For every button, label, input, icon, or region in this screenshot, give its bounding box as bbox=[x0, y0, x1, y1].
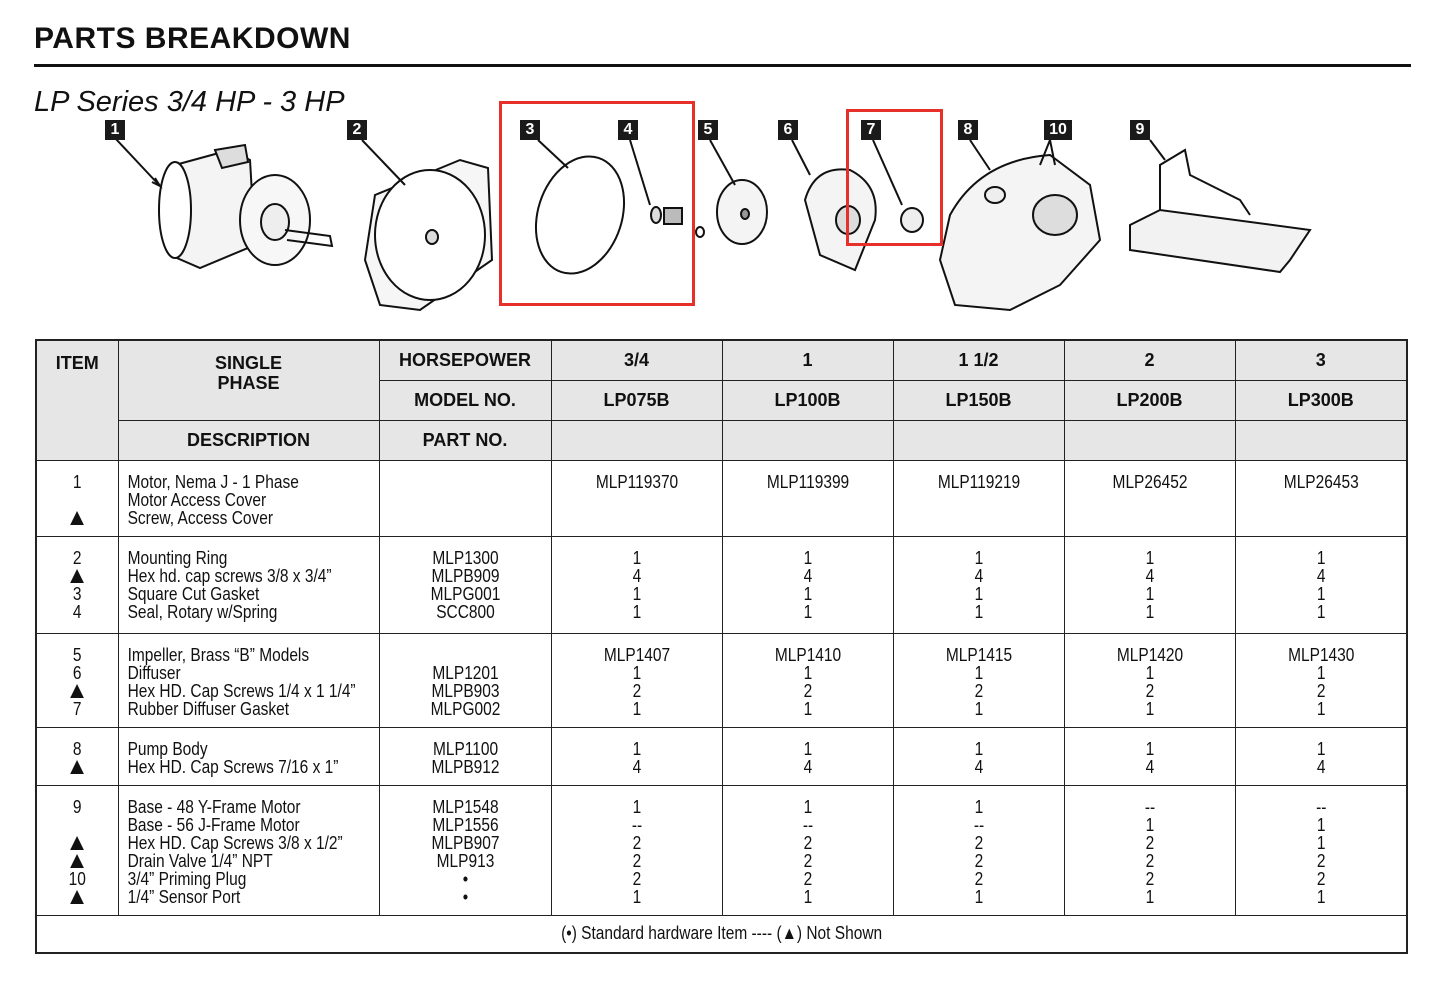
part-number bbox=[379, 785, 551, 915]
header-empty-3 bbox=[893, 420, 1064, 460]
part-number-line: SCC800 bbox=[435, 601, 495, 622]
model-2-value-line: 2 bbox=[803, 832, 812, 853]
table-row bbox=[36, 536, 1407, 633]
part-number-line: MLP1100 bbox=[432, 738, 498, 759]
model-4-value-line: 2 bbox=[1145, 850, 1154, 871]
part-description bbox=[118, 633, 379, 727]
item-number-line: 7 bbox=[72, 698, 82, 719]
model-3-value-line: 1 bbox=[974, 738, 983, 759]
model-4-value-line: 1 bbox=[1145, 583, 1154, 604]
part-description-line: 1/4” Sensor Port bbox=[127, 886, 240, 907]
model-2-value bbox=[722, 785, 893, 915]
model-3-value bbox=[893, 727, 1064, 785]
part-description-line: Screw, Access Cover bbox=[127, 507, 273, 528]
model-2-value-line: MLP1410 bbox=[774, 644, 841, 665]
model-5-value-line: 4 bbox=[1316, 565, 1326, 586]
model-2-value-line: 4 bbox=[803, 565, 812, 586]
callout-label-9: 9 bbox=[1130, 120, 1150, 140]
model-5-value-line: 1 bbox=[1316, 832, 1326, 853]
header-hp-2: 1 bbox=[722, 340, 893, 380]
table-row bbox=[36, 727, 1407, 785]
parts-illustration bbox=[0, 95, 1445, 330]
model-3-value-line: 1 bbox=[974, 698, 983, 719]
model-5-value-line: 1 bbox=[1316, 583, 1326, 604]
part-number-line: MLPB912 bbox=[431, 756, 499, 777]
part-number-line: MLPB909 bbox=[431, 565, 499, 586]
model-5-value bbox=[1235, 460, 1407, 536]
model-5-value-line: 1 bbox=[1316, 886, 1326, 907]
model-1-value bbox=[551, 785, 722, 915]
header-hp-4: 2 bbox=[1064, 340, 1235, 380]
model-2-value-line: 2 bbox=[803, 850, 812, 871]
callout-label-10: 10 bbox=[1044, 120, 1072, 140]
item-number bbox=[36, 727, 118, 785]
model-5-value-line: 1 bbox=[1316, 814, 1326, 835]
model-5-value-line: 1 bbox=[1316, 601, 1326, 622]
part-number-line: MLP1201 bbox=[431, 662, 499, 683]
model-5-value-line bbox=[1247, 509, 1394, 527]
model-5-value-line: 2 bbox=[1316, 850, 1326, 871]
model-5-value-line: 4 bbox=[1316, 756, 1326, 777]
model-4-value-line: 2 bbox=[1145, 680, 1154, 701]
part-number-line: MLPG002 bbox=[430, 698, 500, 719]
part-description-line: Hex HD. Cap Screws 3/8 x 1/2” bbox=[127, 832, 343, 853]
model-5-value-line: 1 bbox=[1316, 698, 1326, 719]
callout-label-7: 7 bbox=[861, 120, 881, 140]
model-5-value-line: 2 bbox=[1316, 680, 1326, 701]
header-item: ITEM bbox=[36, 340, 118, 460]
part-description-line: Motor, Nema J - 1 Phase bbox=[127, 471, 299, 492]
part-description-line: Motor Access Cover bbox=[127, 489, 266, 510]
item-number-line: 5 bbox=[72, 644, 82, 665]
model-2-value-line bbox=[734, 509, 880, 527]
model-3-value bbox=[893, 785, 1064, 915]
part-number-line bbox=[391, 491, 538, 509]
model-2-value bbox=[722, 727, 893, 785]
header-horsepower: HORSEPOWER bbox=[379, 340, 551, 380]
item-number-line: 9 bbox=[72, 796, 82, 817]
model-3-value-line: 2 bbox=[974, 850, 983, 871]
model-2-value-line: 1 bbox=[803, 583, 812, 604]
item-number-line: 4 bbox=[72, 601, 82, 622]
model-4-value-line: 1 bbox=[1145, 698, 1154, 719]
model-1-value-line: 1 bbox=[632, 601, 641, 622]
mounting-ring-drawing bbox=[362, 140, 492, 310]
model-4-value-line bbox=[1076, 509, 1222, 527]
part-description-line: Seal, Rotary w/Spring bbox=[127, 601, 277, 622]
model-1-value-line: 1 bbox=[632, 886, 641, 907]
model-4-value-line: 4 bbox=[1145, 756, 1154, 777]
part-number-line: MLP1548 bbox=[431, 796, 499, 817]
header-description: DESCRIPTION bbox=[118, 420, 379, 460]
part-number-line: • bbox=[462, 868, 468, 889]
page-subtitle: LP Series 3/4 HP - 3 HP bbox=[34, 86, 345, 118]
model-2-value-line: 1 bbox=[803, 547, 812, 568]
not-shown-triangle-icon bbox=[70, 890, 84, 904]
item-number-line bbox=[43, 888, 112, 906]
model-2-value-line: 2 bbox=[803, 868, 812, 889]
model-3-value-line: 4 bbox=[974, 756, 983, 777]
model-1-value-line: 4 bbox=[632, 756, 641, 777]
model-2-value-line: 1 bbox=[803, 738, 812, 759]
model-3-value-line: 2 bbox=[974, 832, 983, 853]
model-5-value-line: -- bbox=[1315, 796, 1326, 817]
model-3-value-line: 1 bbox=[974, 601, 983, 622]
item-number bbox=[36, 536, 118, 633]
item-number-line bbox=[43, 816, 112, 834]
not-shown-triangle-icon bbox=[70, 569, 84, 583]
callout-label-2: 2 bbox=[347, 120, 367, 140]
model-3-value-line: 1 bbox=[974, 583, 983, 604]
model-4-value-line: 1 bbox=[1145, 601, 1154, 622]
model-1-value-line: 1 bbox=[632, 738, 641, 759]
table-row bbox=[36, 785, 1407, 915]
not-shown-triangle-icon bbox=[70, 836, 84, 850]
part-description-line: Diffuser bbox=[127, 662, 181, 683]
model-4-value-line: 1 bbox=[1145, 547, 1154, 568]
model-1-value bbox=[551, 536, 722, 633]
part-number bbox=[379, 536, 551, 633]
model-2-value-line: 1 bbox=[803, 796, 812, 817]
header-hp-3: 1 1/2 bbox=[893, 340, 1064, 380]
part-description-line: Drain Valve 1/4” NPT bbox=[127, 850, 273, 871]
part-description-line: Square Cut Gasket bbox=[127, 583, 259, 604]
model-5-value bbox=[1235, 536, 1407, 633]
model-2-value-line bbox=[734, 491, 880, 509]
model-3-value-line bbox=[905, 491, 1051, 509]
model-5-value-line: 1 bbox=[1316, 547, 1326, 568]
header-model-1: LP075B bbox=[551, 380, 722, 420]
part-description bbox=[118, 727, 379, 785]
model-5-value-line: 1 bbox=[1316, 662, 1326, 683]
callout-label-6: 6 bbox=[778, 120, 798, 140]
model-5-value-line bbox=[1247, 491, 1394, 509]
item-number-line: 8 bbox=[72, 738, 82, 759]
callout-label-4: 4 bbox=[618, 120, 638, 140]
part-description bbox=[118, 785, 379, 915]
header-model-4: LP200B bbox=[1064, 380, 1235, 420]
header-model-3: LP150B bbox=[893, 380, 1064, 420]
motor-drawing bbox=[115, 138, 332, 268]
header-empty-2 bbox=[722, 420, 893, 460]
callout-label-8: 8 bbox=[958, 120, 978, 140]
item-number bbox=[36, 633, 118, 727]
model-4-value-line: 1 bbox=[1145, 662, 1154, 683]
title-rule bbox=[34, 64, 1411, 67]
callout-label-3: 3 bbox=[520, 120, 540, 140]
item-number-line bbox=[43, 852, 112, 870]
model-4-value bbox=[1064, 727, 1235, 785]
part-number-line: MLPB903 bbox=[431, 680, 499, 701]
model-1-value-line bbox=[563, 491, 709, 509]
header-empty-4 bbox=[1064, 420, 1235, 460]
model-1-value-line: 2 bbox=[632, 850, 641, 871]
page-title: PARTS BREAKDOWN bbox=[34, 22, 351, 55]
part-number-line: MLP1556 bbox=[431, 814, 499, 835]
model-3-value-line: 1 bbox=[974, 547, 983, 568]
model-3-value-line bbox=[905, 509, 1051, 527]
model-2-value-line: 4 bbox=[803, 756, 812, 777]
item-number-line bbox=[43, 567, 112, 585]
model-4-value-line: 1 bbox=[1145, 886, 1154, 907]
header-empty-1 bbox=[551, 420, 722, 460]
item-number bbox=[36, 460, 118, 536]
model-1-value-line: 2 bbox=[632, 868, 641, 889]
model-4-value-line: 1 bbox=[1145, 814, 1154, 835]
table-footer-legend: (•) Standard hardware Item ---- (▲) Not Shown bbox=[36, 915, 1407, 953]
model-2-value bbox=[722, 460, 893, 536]
part-number bbox=[379, 460, 551, 536]
not-shown-triangle-icon bbox=[70, 854, 84, 868]
model-1-value-line: 4 bbox=[632, 565, 641, 586]
parts-diagram bbox=[0, 95, 1445, 330]
item-number-line bbox=[43, 509, 112, 527]
model-3-value-line: 1 bbox=[974, 796, 983, 817]
part-number-line: MLP1300 bbox=[431, 547, 499, 568]
model-3-value-line: -- bbox=[973, 814, 984, 835]
model-5-value bbox=[1235, 633, 1407, 727]
item-number-line: 6 bbox=[72, 662, 82, 683]
header-hp-5: 3 bbox=[1235, 340, 1407, 380]
part-description bbox=[118, 460, 379, 536]
part-description-line: Base - 56 J-Frame Motor bbox=[127, 814, 300, 835]
model-2-value-line: 1 bbox=[803, 662, 812, 683]
model-2-value bbox=[722, 536, 893, 633]
model-2-value-line: 1 bbox=[803, 601, 812, 622]
highlight-box-diffuser-gasket bbox=[846, 109, 943, 246]
part-description-line: Hex HD. Cap Screws 1/4 x 1 1/4” bbox=[127, 680, 356, 701]
part-number-line bbox=[391, 509, 538, 527]
model-5-value-line: 1 bbox=[1316, 738, 1326, 759]
highlight-box-gasket-seal bbox=[499, 101, 695, 306]
item-number-line: 1 bbox=[72, 471, 82, 492]
item-number-line: 10 bbox=[68, 868, 86, 889]
model-2-value bbox=[722, 633, 893, 727]
part-number bbox=[379, 633, 551, 727]
model-1-value-line: -- bbox=[631, 814, 642, 835]
part-number-line: MLPB907 bbox=[431, 832, 499, 853]
part-description-line: Hex HD. Cap Screws 7/16 x 1” bbox=[127, 756, 338, 777]
model-1-value-line bbox=[563, 509, 709, 527]
model-1-value-line: MLP119370 bbox=[595, 471, 678, 492]
header-model-no: MODEL NO. bbox=[379, 380, 551, 420]
model-1-value bbox=[551, 633, 722, 727]
part-description-line: 3/4” Priming Plug bbox=[127, 868, 246, 889]
table-row bbox=[36, 460, 1407, 536]
impeller-drawing bbox=[710, 140, 767, 244]
model-1-value bbox=[551, 727, 722, 785]
part-number-line: • bbox=[462, 886, 468, 907]
pump-body-drawing bbox=[940, 140, 1100, 310]
model-2-value-line: MLP119399 bbox=[766, 471, 849, 492]
model-4-value bbox=[1064, 460, 1235, 536]
model-3-value-line: 2 bbox=[974, 680, 983, 701]
part-description-line: Base - 48 Y-Frame Motor bbox=[127, 796, 301, 817]
model-5-value bbox=[1235, 785, 1407, 915]
model-4-value-line: 2 bbox=[1145, 832, 1154, 853]
model-1-value-line: 1 bbox=[632, 583, 641, 604]
model-5-value-line: 2 bbox=[1316, 868, 1326, 889]
part-description-line: Hex hd. cap screws 3/8 x 3/4” bbox=[127, 565, 332, 586]
model-4-value bbox=[1064, 536, 1235, 633]
header-model-2: LP100B bbox=[722, 380, 893, 420]
part-number bbox=[379, 727, 551, 785]
header-model-5: LP300B bbox=[1235, 380, 1407, 420]
model-4-value-line: MLP26452 bbox=[1112, 471, 1187, 492]
item-number bbox=[36, 785, 118, 915]
model-5-value bbox=[1235, 727, 1407, 785]
model-3-value bbox=[893, 460, 1064, 536]
model-4-value bbox=[1064, 633, 1235, 727]
model-3-value bbox=[893, 536, 1064, 633]
part-description-line: Pump Body bbox=[127, 738, 208, 759]
part-description-line: Impeller, Brass “B” Models bbox=[127, 644, 309, 665]
part-number-line bbox=[391, 646, 538, 664]
model-4-value-line bbox=[1076, 491, 1222, 509]
model-3-value-line: MLP119219 bbox=[937, 471, 1020, 492]
not-shown-triangle-icon bbox=[70, 511, 84, 525]
model-3-value-line: 1 bbox=[974, 886, 983, 907]
model-5-value-line: MLP1430 bbox=[1287, 644, 1354, 665]
part-number-line: MLP913 bbox=[436, 850, 494, 871]
part-description-line: Mounting Ring bbox=[127, 547, 227, 568]
model-2-value-line: 2 bbox=[803, 680, 812, 701]
model-1-value-line: 1 bbox=[632, 662, 641, 683]
item-number-line: 3 bbox=[72, 583, 82, 604]
item-number-line bbox=[43, 834, 112, 852]
part-number-line: MLPG001 bbox=[430, 583, 500, 604]
item-number-line bbox=[43, 682, 112, 700]
model-1-value bbox=[551, 460, 722, 536]
model-4-value-line: MLP1420 bbox=[1116, 644, 1183, 665]
model-2-value-line: -- bbox=[802, 814, 813, 835]
model-3-value-line: MLP1415 bbox=[945, 644, 1012, 665]
part-number-line bbox=[391, 473, 538, 491]
model-4-value-line: 4 bbox=[1145, 565, 1154, 586]
model-3-value-line: 2 bbox=[974, 868, 983, 889]
model-5-value-line: MLP26453 bbox=[1283, 471, 1359, 492]
model-1-value-line: 1 bbox=[632, 796, 641, 817]
model-4-value-line: -- bbox=[1144, 796, 1155, 817]
model-3-value-line: 1 bbox=[974, 662, 983, 683]
model-4-value-line: 1 bbox=[1145, 738, 1154, 759]
parts-table bbox=[35, 339, 1408, 954]
header-hp-1: 3/4 bbox=[551, 340, 722, 380]
model-1-value-line: 2 bbox=[632, 832, 641, 853]
item-number-line bbox=[43, 758, 112, 776]
model-3-value bbox=[893, 633, 1064, 727]
model-4-value bbox=[1064, 785, 1235, 915]
base-drawing bbox=[1130, 140, 1310, 272]
model-1-value-line: 2 bbox=[632, 680, 641, 701]
table-row bbox=[36, 633, 1407, 727]
callout-label-5: 5 bbox=[698, 120, 718, 140]
model-1-value-line: 1 bbox=[632, 698, 641, 719]
item-number-line: 2 bbox=[72, 547, 82, 568]
part-description-line: Rubber Diffuser Gasket bbox=[127, 698, 289, 719]
header-single-phase: SINGLE PHASE bbox=[118, 340, 379, 420]
model-1-value-line: 1 bbox=[632, 547, 641, 568]
header-empty-5 bbox=[1235, 420, 1407, 460]
header-part-no: PART NO. bbox=[379, 420, 551, 460]
model-4-value-line: 2 bbox=[1145, 868, 1154, 889]
model-2-value-line: 1 bbox=[803, 698, 812, 719]
item-number-line bbox=[43, 491, 112, 509]
model-2-value-line: 1 bbox=[803, 886, 812, 907]
part-description bbox=[118, 536, 379, 633]
model-1-value-line: MLP1407 bbox=[603, 644, 670, 665]
not-shown-triangle-icon bbox=[70, 760, 84, 774]
callout-label-1: 1 bbox=[105, 120, 125, 140]
model-3-value-line: 4 bbox=[974, 565, 983, 586]
not-shown-triangle-icon bbox=[70, 684, 84, 698]
